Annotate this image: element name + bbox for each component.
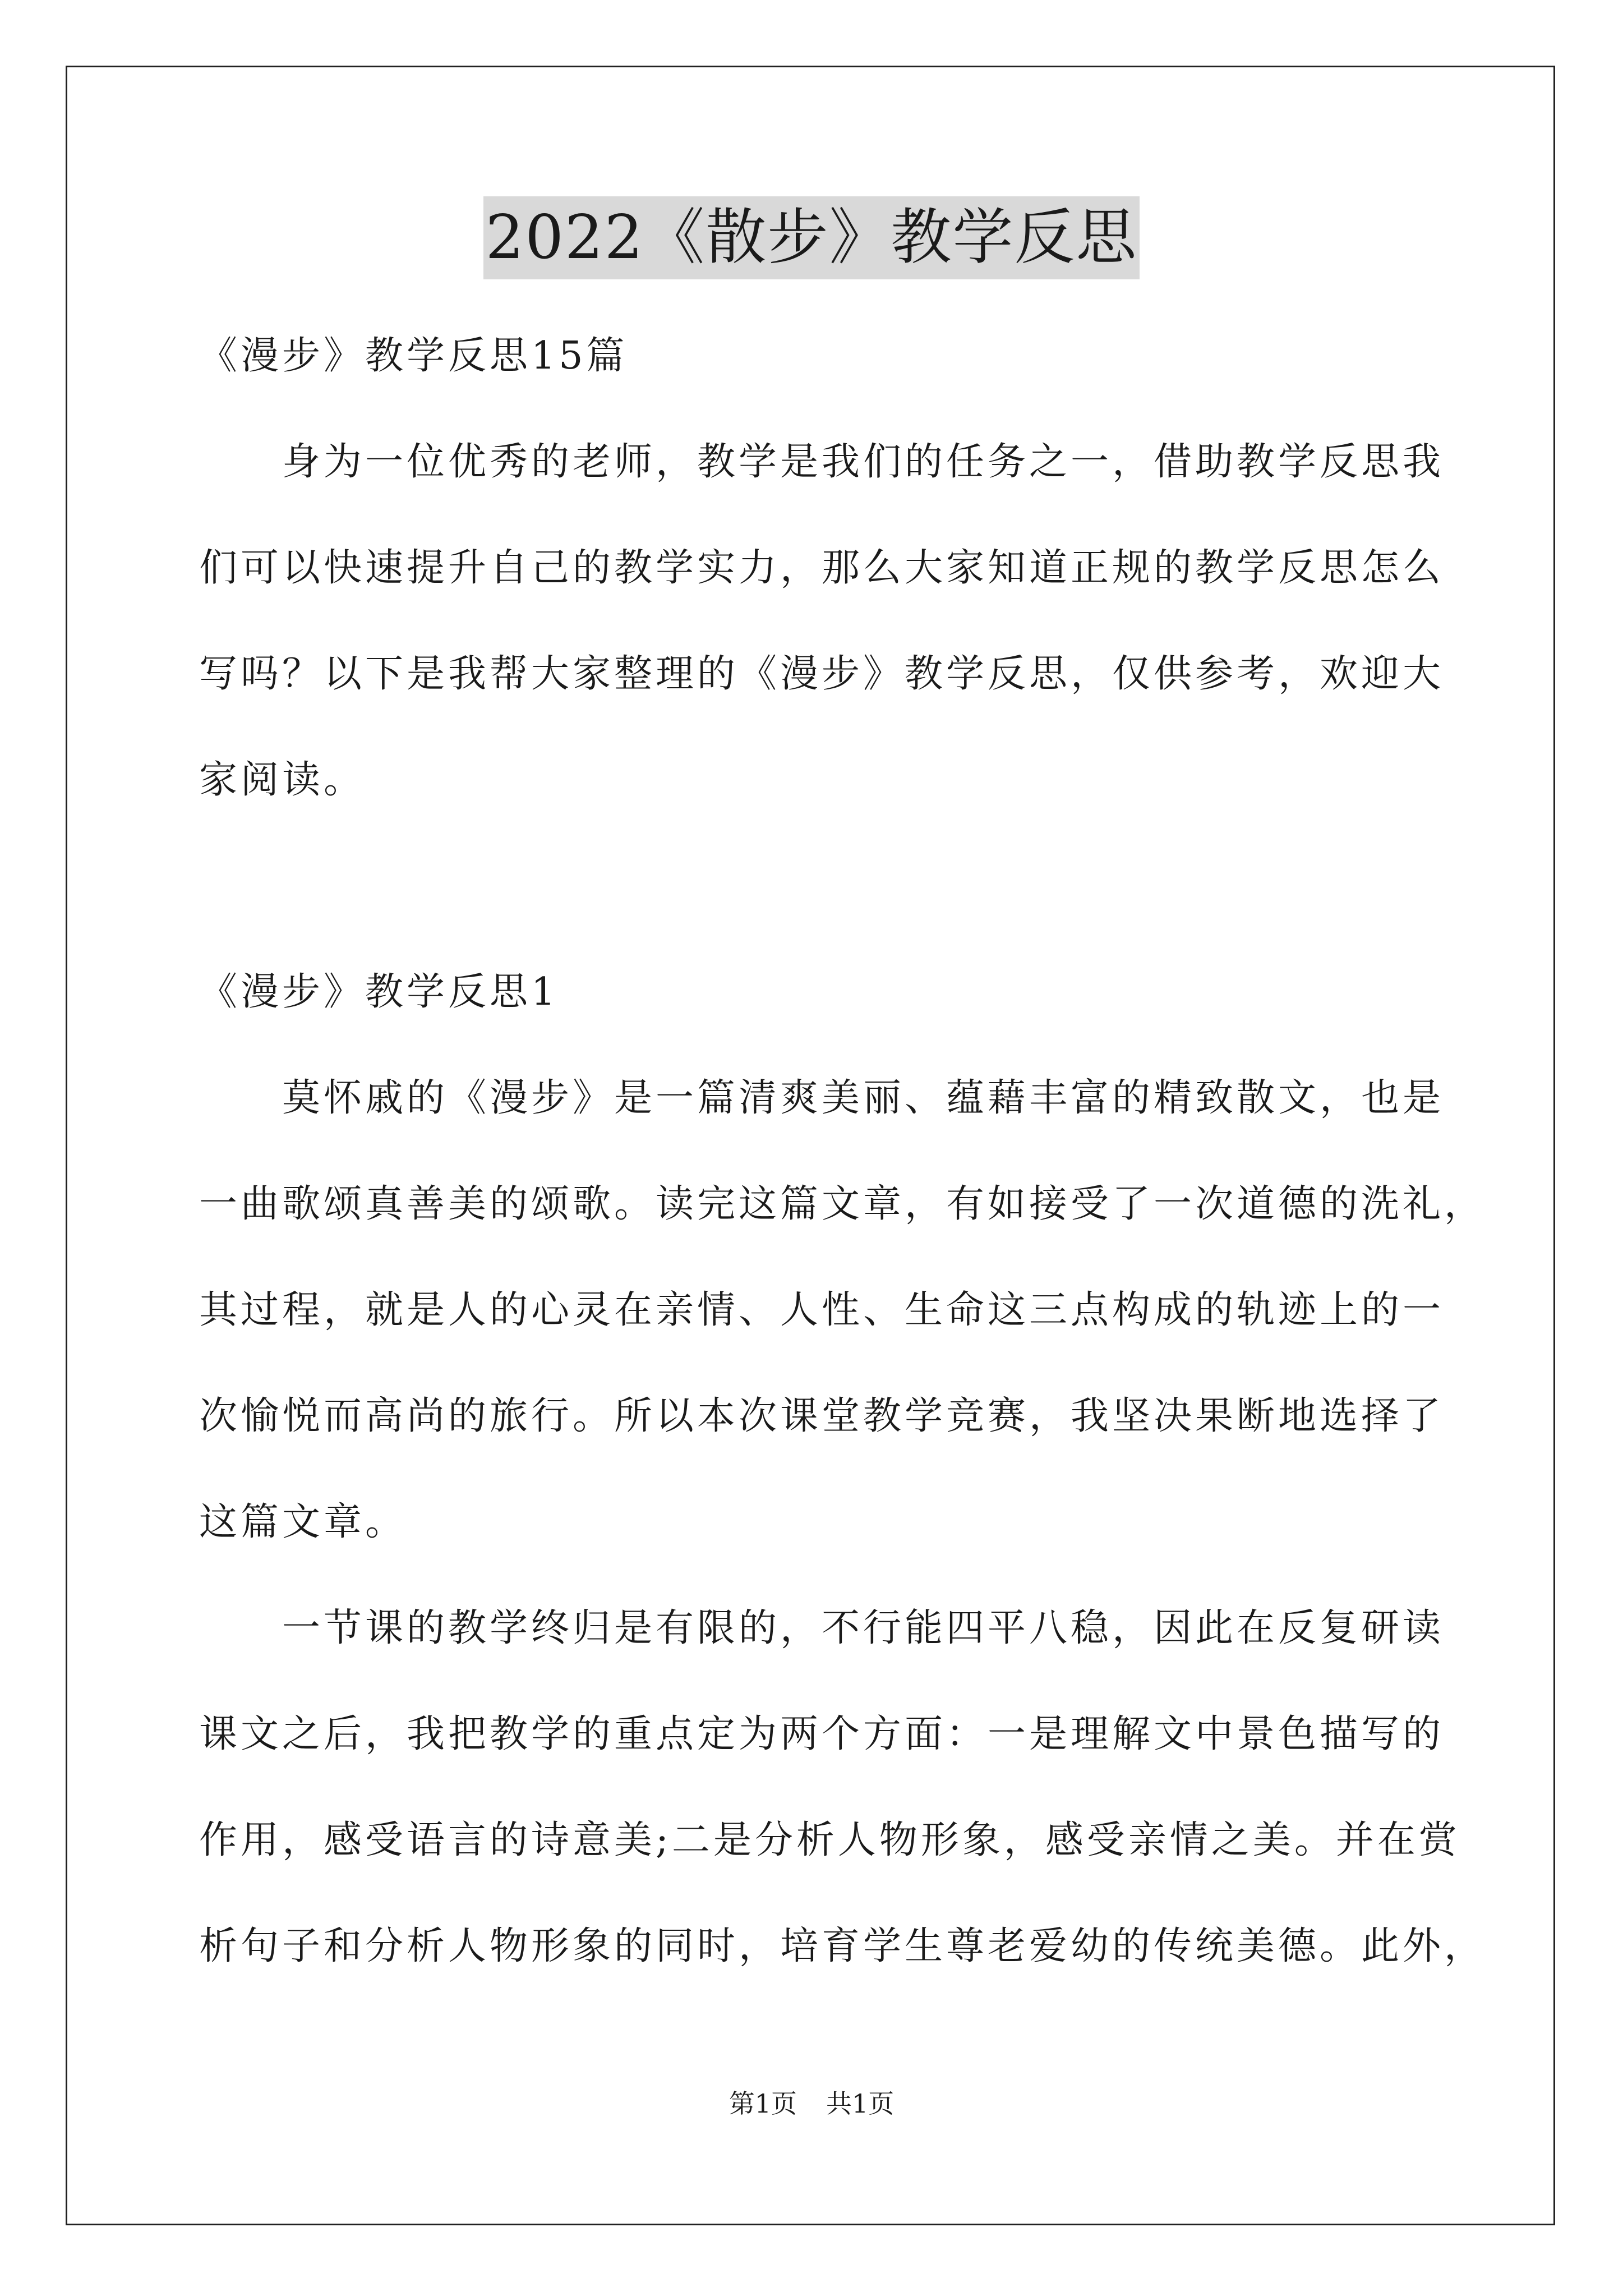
section-heading: 《漫步》教学反思1 [199,970,559,1014]
document-body [199,303,1486,1999]
paragraph-line: 这篇文章。 [199,1500,407,1544]
page-number: 第1页 [728,2088,797,2119]
paragraph-line: 其过程，就是人的心灵在亲情、人性、生命这三点构成的轨迹上的一 [199,1288,1445,1332]
document-subtitle: 《漫步》教学反思15篇 [199,334,628,378]
document-title: 2022《散步》教学反思 [483,196,1140,279]
paragraph-line: 作用，感受语言的诗意美;二是分析人物形象，感受亲情之美。并在赏 [199,1818,1460,1862]
page-total: 共1页 [826,2088,895,2119]
intro-line: 家阅读。 [199,758,366,802]
paragraph-line: 次愉悦而高尚的旅行。所以本次课堂教学竞赛，我坚决果断地选择了 [199,1394,1445,1438]
paragraph-spacer [199,833,1464,939]
paragraph-line: 莫怀戚的《漫步》是一篇清爽美丽、蕴藉丰富的精致散文，也是 [282,1076,1445,1120]
intro-line: 身为一位优秀的老师，教学是我们的任务之一，借助教学反思我 [282,440,1445,484]
intro-line: 们可以快速提升自己的教学实力，那么大家知道正规的教学反思怎么 [199,546,1445,590]
paragraph-line: 课文之后，我把教学的重点定为两个方面：一是理解文中景色描写的 [199,1712,1445,1756]
intro-line: 写吗？以下是我帮大家整理的《漫步》教学反思，仅供参考，欢迎大 [199,652,1445,696]
paragraph-line: 一曲歌颂真善美的颂歌。读完这篇文章，有如接受了一次道德的洗礼， [199,1182,1486,1226]
title-container [0,196,1623,279]
page-footer [0,2087,1623,2120]
paragraph-line: 一节课的教学终归是有限的，不行能四平八稳，因此在反复研读 [282,1606,1445,1650]
paragraph-line: 析句子和分析人物形象的同时，培育学生尊老爱幼的传统美德。此外， [199,1924,1486,1968]
